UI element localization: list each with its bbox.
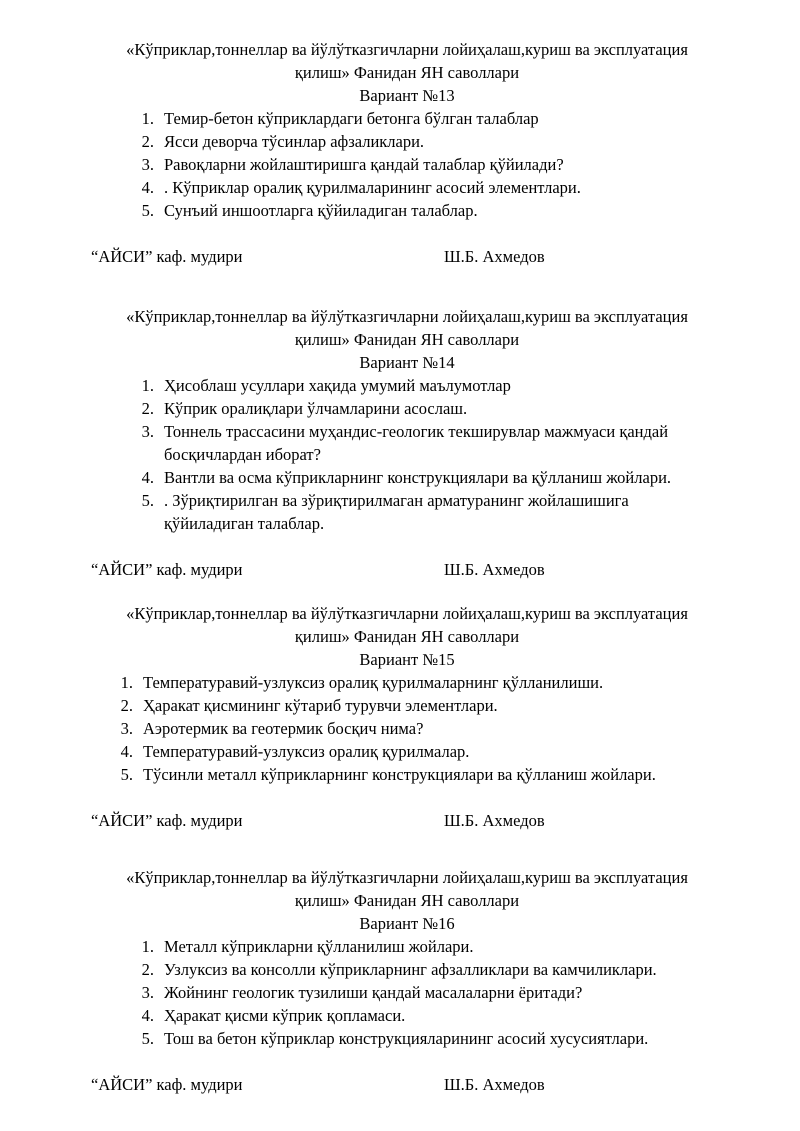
question-item <box>109 740 800 763</box>
question-item <box>130 374 800 397</box>
question-number: 2. <box>141 132 154 151</box>
question-item <box>130 981 800 1004</box>
question-number: 4. <box>120 742 133 761</box>
question-item <box>130 199 800 222</box>
section-title <box>0 866 800 912</box>
question-number: 2. <box>120 696 133 715</box>
section-title <box>0 602 800 648</box>
title-line-2: қилиш» Фанидан ЯН саволлари <box>294 627 520 646</box>
question-item <box>130 397 800 420</box>
question-text: Температуравий-узлуксиз оралиқ қурилмалар. <box>143 742 470 761</box>
variant-heading: Вариант №16 <box>359 914 455 933</box>
title-line-2: қилиш» Фанидан ЯН саволлари <box>294 63 520 82</box>
title-line-2: қилиш» Фанидан ЯН саволлари <box>294 891 520 910</box>
question-number: 2. <box>141 960 154 979</box>
signatory-name: Ш.Б. Ахмедов <box>444 560 545 579</box>
question-number: 2. <box>141 399 154 418</box>
title-line-1: «Кўприклар,тоннеллар ва йўлўтказгичларни лойиҳалаш,куриш ва эксплуатация <box>126 868 688 887</box>
question-item <box>109 717 800 740</box>
signature-line <box>0 558 800 581</box>
question-number: 5. <box>141 491 154 510</box>
question-item <box>130 1004 800 1027</box>
variant-section <box>0 38 800 268</box>
question-number: 1. <box>141 109 154 128</box>
question-number: 3. <box>141 422 154 441</box>
question-text: Ҳисоблаш усуллари хақида умумий маълумотлар <box>164 376 511 395</box>
question-item <box>109 671 800 694</box>
question-item <box>130 1027 800 1050</box>
question-text: Температуравий-узлуксиз оралиқ қурилмаларнинг қўлланилиши. <box>143 673 604 692</box>
question-text: Узлуксиз ва консолли кўприкларнинг афзалликлари ва камчиликлари. <box>164 960 657 979</box>
question-number: 1. <box>141 376 154 395</box>
question-number: 3. <box>141 155 154 174</box>
question-number: 3. <box>120 719 133 738</box>
question-item <box>130 420 800 466</box>
question-item <box>130 466 800 489</box>
question-text: Тўсинли металл кўприкларнинг конструкциялари ва қўлланиш жойлари. <box>143 765 656 784</box>
section-title <box>0 305 800 351</box>
variant-section <box>0 305 800 581</box>
question-item <box>109 763 800 786</box>
question-item <box>130 935 800 958</box>
question-number: 4. <box>141 468 154 487</box>
question-text: Сунъий иншоотларга қўйиладиган талаблар. <box>164 201 478 220</box>
question-list <box>130 374 800 535</box>
signature-line <box>0 245 800 268</box>
signatory-name: Ш.Б. Ахмедов <box>444 811 545 830</box>
question-number: 1. <box>120 673 133 692</box>
signatory-name: Ш.Б. Ахмедов <box>444 1075 545 1094</box>
section-title <box>0 38 800 84</box>
question-text: Аэротермик ва геотермик босқич нима? <box>143 719 424 738</box>
question-text: Равоқларни жойлаштиришга қандай талаблар қўйилади? <box>164 155 564 174</box>
question-list <box>130 935 800 1050</box>
question-number: 5. <box>120 765 133 784</box>
title-line-1: «Кўприклар,тоннеллар ва йўлўтказгичларни лойиҳалаш,куриш ва эксплуатация <box>126 604 688 623</box>
question-text: Кўприк оралиқлари ўлчамларини асослаш. <box>164 399 468 418</box>
department-head-label: “АЙСИ” каф. мудири <box>91 811 243 830</box>
question-text: . Кўприклар оралиқ қурилмаларининг асосий элементлари. <box>164 178 581 197</box>
question-text: . Зўриқтирилган ва зўриқтирилмаган арматуранинг жойлашишига қўйиладиган талаблар. <box>164 491 629 533</box>
question-list <box>109 671 800 786</box>
question-text: Темир-бетон кўприклардаги бетонга бўлган талаблар <box>164 109 539 128</box>
title-line-1: «Кўприклар,тоннеллар ва йўлўтказгичларни лойиҳалаш,куриш ва эксплуатация <box>126 40 688 59</box>
variant-section <box>0 602 800 832</box>
signatory-name: Ш.Б. Ахмедов <box>444 247 545 266</box>
question-number: 5. <box>141 1029 154 1048</box>
question-number: 4. <box>141 1006 154 1025</box>
department-head-label: “АЙСИ” каф. мудири <box>91 247 243 266</box>
question-text: Тоннель трассасини муҳандис-геологик текширувлар мажмуаси қандай босқичлардан иборат? <box>164 422 669 464</box>
question-number: 4. <box>141 178 154 197</box>
question-item <box>130 153 800 176</box>
question-text: Вантли ва осма кўприкларнинг конструкциялари ва қўлланиш жойлари. <box>164 468 672 487</box>
question-text: Жойнинг геологик тузилиши қандай масалаларни ёритади? <box>164 983 583 1002</box>
question-text: Металл кўприкларни қўлланилиш жойлари. <box>164 937 474 956</box>
department-head-label: “АЙСИ” каф. мудири <box>91 560 243 579</box>
variant-heading: Вариант №14 <box>359 353 455 372</box>
department-head-label: “АЙСИ” каф. мудири <box>91 1075 243 1094</box>
title-line-2: қилиш» Фанидан ЯН саволлари <box>294 330 520 349</box>
question-item <box>130 958 800 981</box>
question-number: 5. <box>141 201 154 220</box>
signature-line <box>0 1073 800 1096</box>
title-line-1: «Кўприклар,тоннеллар ва йўлўтказгичларни лойиҳалаш,куриш ва эксплуатация <box>126 307 688 326</box>
question-item <box>130 176 800 199</box>
question-item <box>130 130 800 153</box>
variant-section <box>0 866 800 1096</box>
question-text: Ясси деворча тўсинлар афзаликлари. <box>164 132 425 151</box>
question-text: Ҳаракат қисмининг кўтариб турувчи элементлари. <box>143 696 498 715</box>
question-text: Тош ва бетон кўприклар конструкцияларининг асосий хусусиятлари. <box>164 1029 649 1048</box>
question-item <box>130 489 800 535</box>
question-text: Ҳаракат қисми кўприк қопламаси. <box>164 1006 406 1025</box>
question-number: 1. <box>141 937 154 956</box>
question-item <box>109 694 800 717</box>
variant-heading: Вариант №15 <box>359 650 455 669</box>
signature-line <box>0 809 800 832</box>
question-number: 3. <box>141 983 154 1002</box>
variant-heading: Вариант №13 <box>359 86 455 105</box>
question-list <box>130 107 800 222</box>
question-item <box>130 107 800 130</box>
